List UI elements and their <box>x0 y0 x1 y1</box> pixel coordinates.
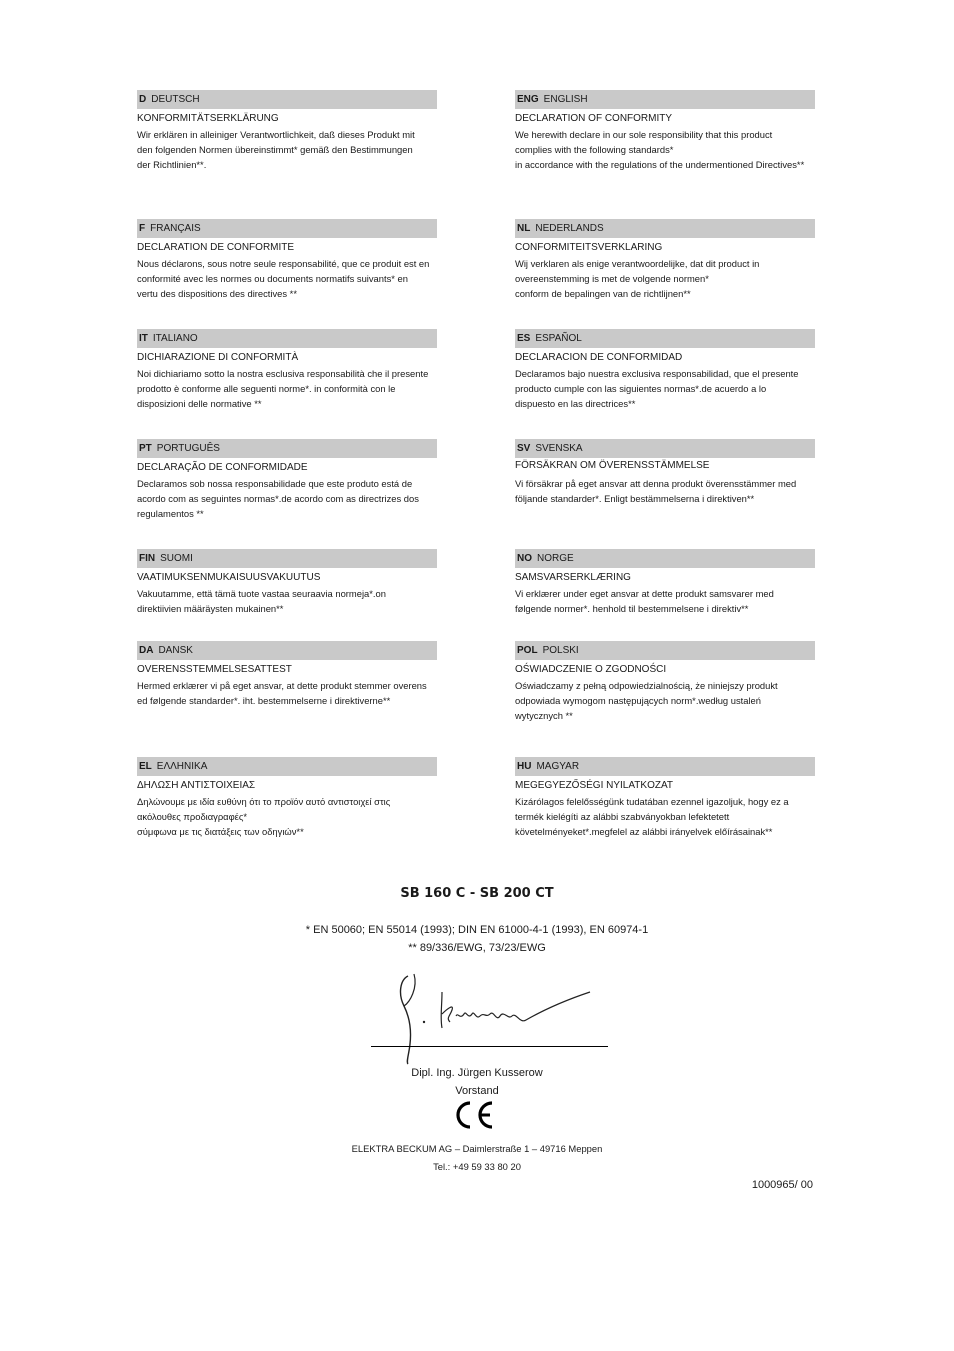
text-line: prodotto è conforme alle seguenti norme*. in conformità con le <box>137 383 396 394</box>
section-fin <box>137 549 437 616</box>
text-line: der Richtlinien**. <box>137 159 207 170</box>
section-title: DECLARAÇÃO DE CONFORMIDADE <box>137 462 308 473</box>
lang-code: IT <box>139 333 148 344</box>
company-address: ELEKTRA BECKUM AG – Daimlerstraße 1 – 49716 Meppen <box>351 1143 603 1154</box>
text-line: conformité avec les normes ou documents normatifs suivants* en <box>137 273 408 284</box>
text-line: regulamentos ** <box>137 508 204 519</box>
ce-mark-icon <box>450 1099 496 1131</box>
lang-name: PORTUGUÊS <box>156 443 220 454</box>
lang-name: ITALIANO <box>152 333 198 344</box>
section-title: VAATIMUKSENMUKAISUUSVAKUUTUS <box>137 572 321 583</box>
section-header <box>137 439 437 458</box>
text-line: Declaramos bajo nuestra exclusiva responsabilidad, que el presente <box>515 368 799 379</box>
text-line: producto cumple con las siguientes normas*.de acuerdo a lo <box>515 383 767 394</box>
section-header <box>137 641 437 660</box>
lang-code: EL <box>139 761 152 772</box>
section-header <box>137 90 437 109</box>
lang-code: HU <box>517 761 532 772</box>
section-header <box>515 90 815 109</box>
section-pt <box>137 439 437 521</box>
section-text <box>515 794 815 839</box>
text-line: acordo com as seguintes normas*.de acordo com as directrizes dos <box>137 493 419 504</box>
lang-code: ENG <box>517 94 539 105</box>
lang-code: POL <box>517 645 538 656</box>
section-da <box>137 641 437 708</box>
text-line: direktiivien määräysten mukainen** <box>137 603 284 614</box>
lang-name: NORGE <box>537 553 574 564</box>
section-title: FÖRSÄKRAN OM ÖVERENSSTÄMMELSE <box>515 460 710 471</box>
section-title: ΔΗΛΩΣΗ ΑΝΤΙΣΤΟΙΧΕΙΑΣ <box>137 780 256 791</box>
text-line: in accordance with the regulations of the undermentioned Directives** <box>515 159 805 170</box>
lang-code: SV <box>517 443 531 454</box>
section-header <box>515 757 815 776</box>
lang-name: NEDERLANDS <box>535 223 604 234</box>
section-text <box>515 678 815 723</box>
text-line: följande standarder*. Enligt bestämmelserna i direktiven** <box>515 493 755 504</box>
company-phone: Tel.: +49 59 33 80 20 <box>433 1161 521 1172</box>
text-line: den folgenden Normen übereinstimmt* gemäß den Bestimmungen <box>137 144 413 155</box>
standards-line: * EN 50060; EN 55014 (1993); DIN EN 61000-4-1 (1993), EN 60974-1 <box>305 924 649 936</box>
section-text <box>515 586 815 616</box>
text-line: Vi erklærer under eget ansvar at dette produkt samsvarer med <box>515 588 774 599</box>
text-line: Kizárólagos felelősségünk tudatában ezennel igazoljuk, hogy ez a <box>515 796 789 807</box>
section-text <box>137 794 437 839</box>
text-line: disposizioni delle normative ** <box>137 398 262 409</box>
section-el <box>137 757 437 839</box>
section-title: CONFORMITEITSVERKLARING <box>515 242 663 253</box>
text-line: Wij verklaren als enige verantwoordelijke, dat dit product in <box>515 258 760 269</box>
directives-line: ** 89/336/EWG, 73/23/EWG <box>408 942 546 954</box>
section-title: OVERENSSTEMMELSESATTEST <box>137 664 292 675</box>
lang-name: SVENSKA <box>535 443 583 454</box>
section-header <box>515 219 815 238</box>
lang-name: MAGYAR <box>536 761 580 772</box>
lang-name: DANSK <box>158 645 193 656</box>
text-line: Vi försäkrar på eget ansvar att denna produkt överensstämmer med <box>515 478 797 489</box>
signature-image <box>390 966 600 1066</box>
section-sv <box>515 439 815 506</box>
section-title: DECLARACION DE CONFORMIDAD <box>515 352 683 363</box>
lang-code: F <box>139 223 146 234</box>
section-title: DECLARATION DE CONFORMITE <box>137 242 295 253</box>
section-title: KONFORMITÄTSERKLÄRUNG <box>137 113 279 124</box>
text-line: Wir erklären in alleiniger Verantwortlichkeit, daß dieses Produkt mit <box>137 129 415 140</box>
section-es <box>515 329 815 411</box>
text-line: Declaramos sob nossa responsabilidade que este produto está de <box>137 478 413 489</box>
section-text <box>137 586 437 616</box>
signatory-name: Dipl. Ing. Jürgen Kusserow <box>411 1067 543 1079</box>
text-line: termék kielégíti az alábbi szabványokban lefektetett <box>515 811 730 822</box>
lang-name: DEUTSCH <box>151 94 200 105</box>
text-line: Hermed erklærer vi på eget ansvar, at dette produkt stemmer overens <box>137 680 427 691</box>
section-text <box>515 476 815 506</box>
section-header <box>515 641 815 660</box>
text-line: wytycznych ** <box>515 710 573 721</box>
section-text <box>515 366 815 411</box>
lang-code: PT <box>139 443 152 454</box>
section-hu <box>515 757 815 839</box>
lang-code: FIN <box>139 553 156 564</box>
lang-code: NO <box>517 553 532 564</box>
lang-name: ESPAÑOL <box>535 333 582 344</box>
lang-code: D <box>139 94 147 105</box>
text-line: vertu des dispositions des directives ** <box>137 288 297 299</box>
section-title: SAMSVARSERKLÆRING <box>515 572 631 583</box>
section-title: OŚWIADCZENIE O ZGODNOŚCI <box>515 664 667 675</box>
lang-name: POLSKI <box>542 645 579 656</box>
text-line: Oświadczamy z pełną odpowiedzialnością, że niniejszy produkt <box>515 680 778 691</box>
text-line: Nous déclarons, sous notre seule responsabilité, que ce produit est en <box>137 258 430 269</box>
signature-line <box>371 1046 608 1047</box>
section-title: DECLARATION OF CONFORMITY <box>515 113 673 124</box>
section-header <box>515 439 815 458</box>
section-header <box>137 549 437 568</box>
text-line: dispuesto en las directrices** <box>515 398 636 409</box>
section-text <box>137 476 437 521</box>
document-number: 1000965/ 00 <box>751 1179 813 1191</box>
section-header <box>137 219 437 238</box>
text-line: ed følgende standarder*. iht. bestemmelserne i direktiverne** <box>137 695 391 706</box>
section-text <box>137 256 437 301</box>
section-title: MEGEGYEZŐSÉGI NYILATKOZAT <box>515 780 673 791</box>
section-eng <box>515 90 815 172</box>
text-line: odpowiada wymogom następujących norm*.według ustaleń <box>515 695 761 706</box>
section-no <box>515 549 815 616</box>
signatory-role: Vorstand <box>455 1085 499 1097</box>
lang-code: NL <box>517 223 531 234</box>
section-title: DICHIARAZIONE DI CONFORMITÀ <box>137 352 299 363</box>
section-text <box>515 256 815 301</box>
text-line: σύμφωνα με τις διατάξεις των οδηγιών** <box>137 826 304 837</box>
lang-name: SUOMI <box>160 553 193 564</box>
section-header <box>137 329 437 348</box>
text-line: Noi dichiariamo sotto la nostra esclusiva responsabilità che il presente <box>137 368 429 379</box>
model-numbers: SB 160 C - SB 200 CT <box>400 886 554 901</box>
section-text <box>137 366 437 411</box>
section-text <box>137 127 437 172</box>
text-line: conform de bepalingen van de richtlijnen** <box>515 288 691 299</box>
section-text <box>515 127 815 172</box>
text-line: følgende normer*. henhold til bestemmelsene i direktiv** <box>515 603 749 614</box>
text-line: Δηλώνουμε με ιδία ευθύνη ότι το προϊόν αυτό αντιστοιχεί στις <box>137 796 391 807</box>
section-de <box>137 90 437 172</box>
lang-name: FRANÇAIS <box>150 223 201 234</box>
section-pol <box>515 641 815 723</box>
text-line: overeenstemming is met de volgende normen* <box>515 273 709 284</box>
text-line: ακόλουθες προδιαγραφές* <box>137 811 248 822</box>
section-header <box>137 757 437 776</box>
lang-code: DA <box>139 645 154 656</box>
section-header <box>515 549 815 568</box>
section-fr <box>137 219 437 301</box>
text-line: We herewith declare in our sole responsibility that this product <box>515 129 773 140</box>
text-line: Vakuutamme, että tämä tuote vastaa seuraavia normeja*.on <box>137 588 386 599</box>
section-text <box>137 678 437 708</box>
section-header <box>515 329 815 348</box>
lang-name: ENGLISH <box>543 94 588 105</box>
text-line: complies with the following standards* <box>515 144 674 155</box>
section-nl <box>515 219 815 301</box>
text-line: követelményeket*.megfelel az alábbi irányelvek előírásainak** <box>515 826 773 837</box>
lang-name: ΕΛΛΗΝΙΚΑ <box>156 761 208 772</box>
lang-code: ES <box>517 333 531 344</box>
section-it <box>137 329 437 411</box>
